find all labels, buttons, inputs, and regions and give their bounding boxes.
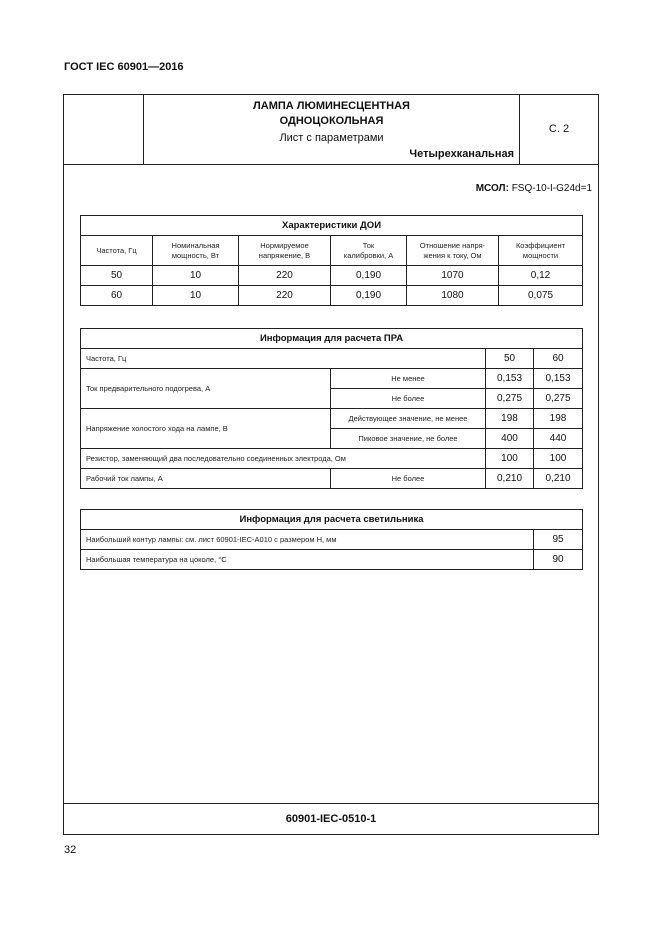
table-row bbox=[81, 409, 583, 429]
doi-col-voltage: Нормируемое напряжение, В bbox=[239, 236, 331, 266]
pra-cell: 0,153 bbox=[486, 369, 534, 389]
pra-cell: 0,210 bbox=[486, 469, 534, 489]
msol-label: МСОЛ: bbox=[475, 183, 509, 194]
doi-table-title: Характеристики ДОИ bbox=[81, 216, 583, 236]
luminaire-temperature-label: Наибольшая температура на цоколе, °С bbox=[81, 550, 534, 570]
pra-frequency-50: 50 bbox=[486, 349, 534, 369]
pra-cell: 0,275 bbox=[486, 389, 534, 409]
pra-table-title: Информация для расчета ПРА bbox=[81, 329, 583, 349]
doi-cell: 50 bbox=[81, 266, 153, 286]
table-row bbox=[81, 286, 583, 306]
table-row bbox=[81, 266, 583, 286]
pra-table bbox=[80, 328, 583, 489]
doi-cell: 220 bbox=[239, 286, 331, 306]
doi-col-frequency: Частота, Гц bbox=[81, 236, 153, 266]
pra-cell: 0,153 bbox=[534, 369, 583, 389]
doi-cell: 1080 bbox=[407, 286, 499, 306]
pra-cell: 198 bbox=[486, 409, 534, 429]
pra-cell: 400 bbox=[486, 429, 534, 449]
doi-cell: 0,190 bbox=[331, 266, 407, 286]
pra-frequency-label: Частота, Гц bbox=[81, 349, 486, 369]
msol-designation bbox=[476, 183, 592, 194]
pra-preheat-max-label: Не более bbox=[331, 389, 486, 409]
luminaire-table-title: Информация для расчета светильника bbox=[81, 510, 583, 530]
header-title-cell bbox=[144, 95, 520, 164]
doi-cell: 0,12 bbox=[499, 266, 583, 286]
pra-cell: 100 bbox=[534, 449, 583, 469]
pra-cell: 100 bbox=[486, 449, 534, 469]
doi-table bbox=[80, 215, 583, 306]
luminaire-table bbox=[80, 509, 583, 570]
doi-col-current: Ток калибровки, А bbox=[331, 236, 407, 266]
doi-cell: 0,190 bbox=[331, 286, 407, 306]
luminaire-contour-value: 95 bbox=[534, 530, 583, 550]
doi-cell: 10 bbox=[153, 286, 239, 306]
pra-cell: 198 bbox=[534, 409, 583, 429]
pra-cell: 440 bbox=[534, 429, 583, 449]
pra-frequency-60: 60 bbox=[534, 349, 583, 369]
page-number: 32 bbox=[64, 844, 77, 856]
pra-operating-max-label: Не более bbox=[331, 469, 486, 489]
header-kind: Четырехканальная bbox=[409, 148, 514, 160]
table-row bbox=[81, 530, 583, 550]
pra-ocv-peak-label: Пиковое значение, не более bbox=[331, 429, 486, 449]
pra-cell: 0,275 bbox=[534, 389, 583, 409]
pra-ocv-label: Напряжение холостого хода на лампе, В bbox=[81, 409, 331, 449]
pra-operating-label: Рабочий ток лампы, А bbox=[81, 469, 331, 489]
doi-col-power: Номинальная мощность, Вт bbox=[153, 236, 239, 266]
msol-value: FSQ-10-I-G24d=1 bbox=[511, 183, 592, 194]
doi-cell: 220 bbox=[239, 266, 331, 286]
doi-cell: 0,075 bbox=[499, 286, 583, 306]
header-subtitle: Лист с параметрами bbox=[279, 132, 384, 144]
pra-ocv-rms-label: Действующее значение, не менее bbox=[331, 409, 486, 429]
luminaire-contour-label: Наибольший контур лампы: см. лист 60901-IEC-A010 с размером H, мм bbox=[81, 530, 534, 550]
standard-designation: ГОСТ IEC 60901—2016 bbox=[64, 61, 184, 73]
luminaire-temperature-value: 90 bbox=[534, 550, 583, 570]
doi-cell: 60 bbox=[81, 286, 153, 306]
table-row bbox=[81, 449, 583, 469]
table-row bbox=[81, 469, 583, 489]
doi-col-power-factor: Коэффициент мощности bbox=[499, 236, 583, 266]
pra-preheat-label: Ток предварительного подогрева, А bbox=[81, 369, 331, 409]
doi-cell: 10 bbox=[153, 266, 239, 286]
doi-col-ratio: Отношение напря- жения к току, Ом bbox=[407, 236, 499, 266]
header-title-line2: ОДНОЦОКОЛЬНАЯ bbox=[279, 115, 384, 127]
pra-preheat-min-label: Не менее bbox=[331, 369, 486, 389]
sheet-code: 60901-IEC-0510-1 bbox=[64, 803, 598, 834]
table-row bbox=[81, 349, 583, 369]
doi-cell: 1070 bbox=[407, 266, 499, 286]
sheet-frame bbox=[63, 94, 599, 835]
header-title-line1: ЛАМПА ЛЮМИНЕСЦЕНТНАЯ bbox=[253, 100, 410, 112]
header-blank-cell bbox=[64, 95, 144, 164]
header-page-number: С. 2 bbox=[548, 123, 570, 135]
pra-cell: 0,210 bbox=[534, 469, 583, 489]
table-row bbox=[81, 369, 583, 389]
sheet-header bbox=[64, 95, 598, 165]
pra-resistor-label: Резистор, заменяющий два последовательно соединенных электрода, Ом bbox=[81, 449, 486, 469]
table-row bbox=[81, 550, 583, 570]
